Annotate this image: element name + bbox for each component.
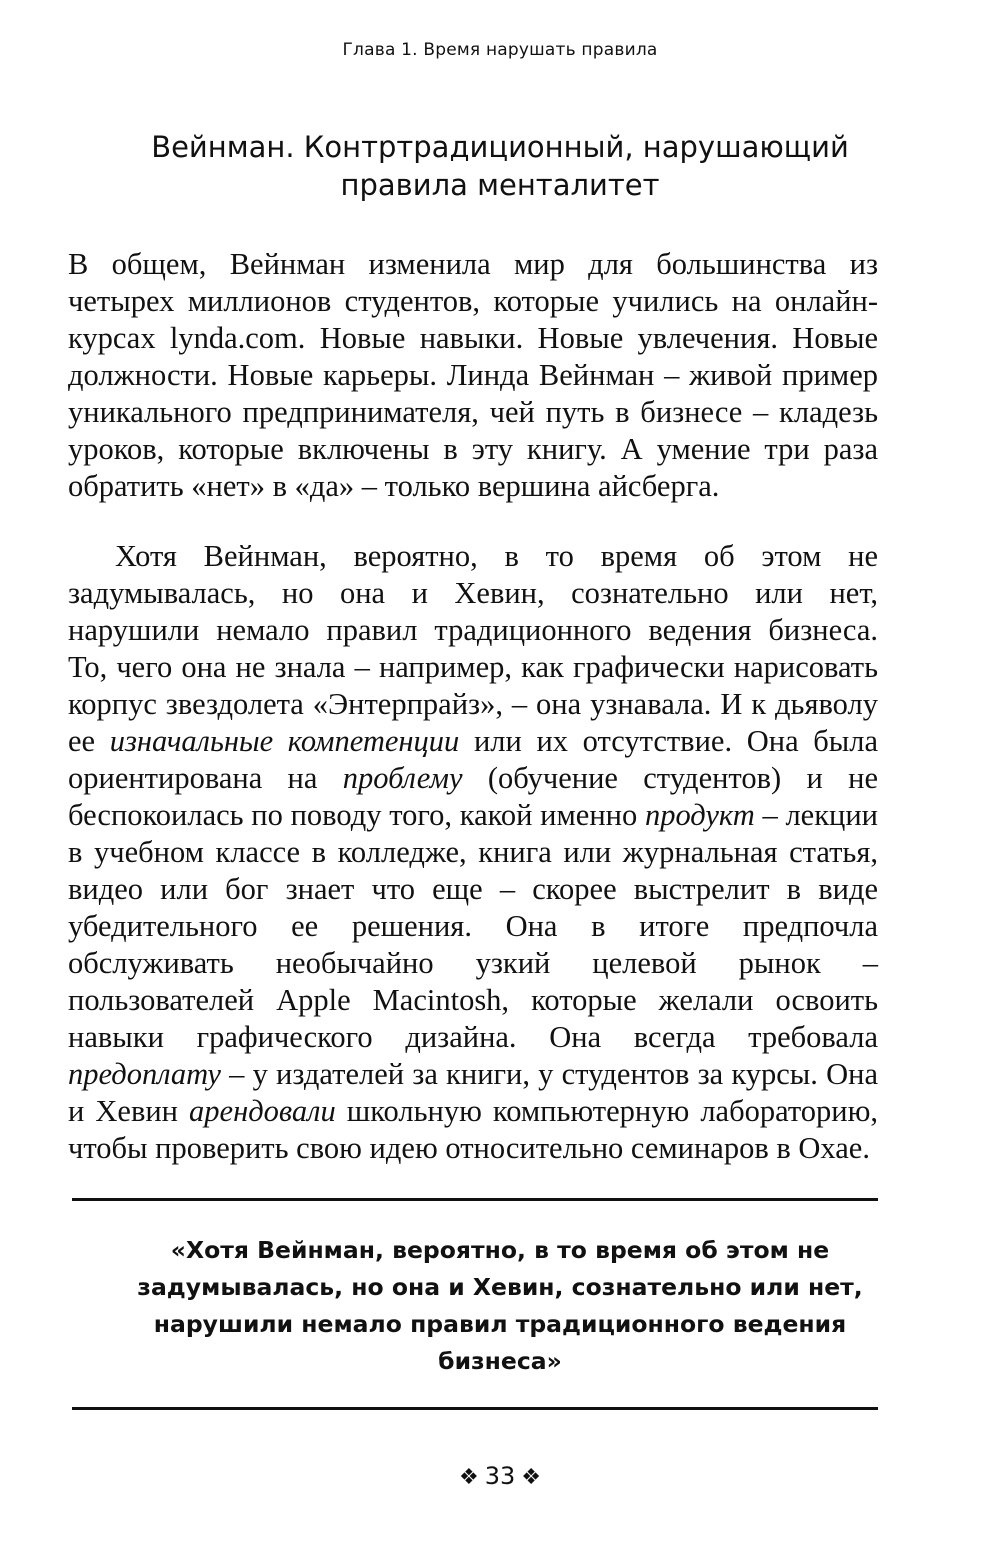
italic-prepayment: предоплату [68,1057,221,1091]
paragraph-2-text: или их отсутствие. Она была ориентирована на [68,724,879,795]
paragraph-1: В общем, Вейнман изменила мир для большинства из четырех миллионов студентов, которые учились на онлайн-курсах lynda.com. Новые навыки. Новые увлечения. Новые должности. Новые карьеры. Линда Вейнман – живой пример уникального предпринимателя, чей путь в бизнесе – кладезь уроков, которые включены в эту книгу. А умение три раза обратить «нет» в «да» – только вершина айсберга. [68,247,878,503]
page-footer [0,1462,1000,1490]
page-number: 33 [484,1462,516,1490]
paragraph-2-text: школьную компьютерную лабораторию, чтобы проверить свою идею относительно семинаров в Охае. [68,1094,878,1165]
pull-quote-top-rule [72,1198,878,1201]
pull-quote-bottom-rule [72,1407,878,1410]
italic-product: продукт [644,798,755,832]
italic-core-competencies: изначальные компетенции [109,724,460,758]
ornament-right-icon: ❖ [521,1465,541,1490]
pull-quote: «Хотя Вейнман, вероятно, в то время об этом не задумывалась, но она и Хевин, сознательно или нет, нарушили немало правил традиционного ведения бизнеса» [137,1236,863,1375]
italic-rented: арендовали [189,1094,336,1128]
paragraph-2-text: Хотя Вейнман, вероятно, в то время об этом не задумывалась, но она и Хевин, сознательно или нет, нарушили немало правил традиционного ведения бизнеса. То, чего она не знала – например, как графически нарисовать корпус звездолета «Энтерпрайз», – она узнавала. И к дьяволу ее [68,539,878,758]
running-header: Глава 1. Время нарушать правила [342,40,658,60]
italic-problem: проблему [342,761,463,795]
paragraph-2-text: – лекции в учебном классе в колледже, книга или журнальная статья, видео или бог знает что еще – скорее выстрелит в виде убедительного ее решения. Она в итоге предпочла обслуживать необычайно узкий целевой рынок – пользователей Apple Macintosh, которые желали освоить навыки графического дизайна. Она всегда требовала [68,798,878,1054]
section-title: Вейнман. Контртрадиционный, нарушающий правила менталитет [151,130,849,202]
ornament-left-icon: ❖ [458,1465,479,1490]
paragraph-2-text: (обучение студентов) и не беспокоилась по поводу того, какой именно [68,761,878,832]
paragraph-2-text: – у издателей за книги, у студентов за курсы. Она и Хевин [68,1057,878,1128]
paragraph-2 [68,538,878,1167]
